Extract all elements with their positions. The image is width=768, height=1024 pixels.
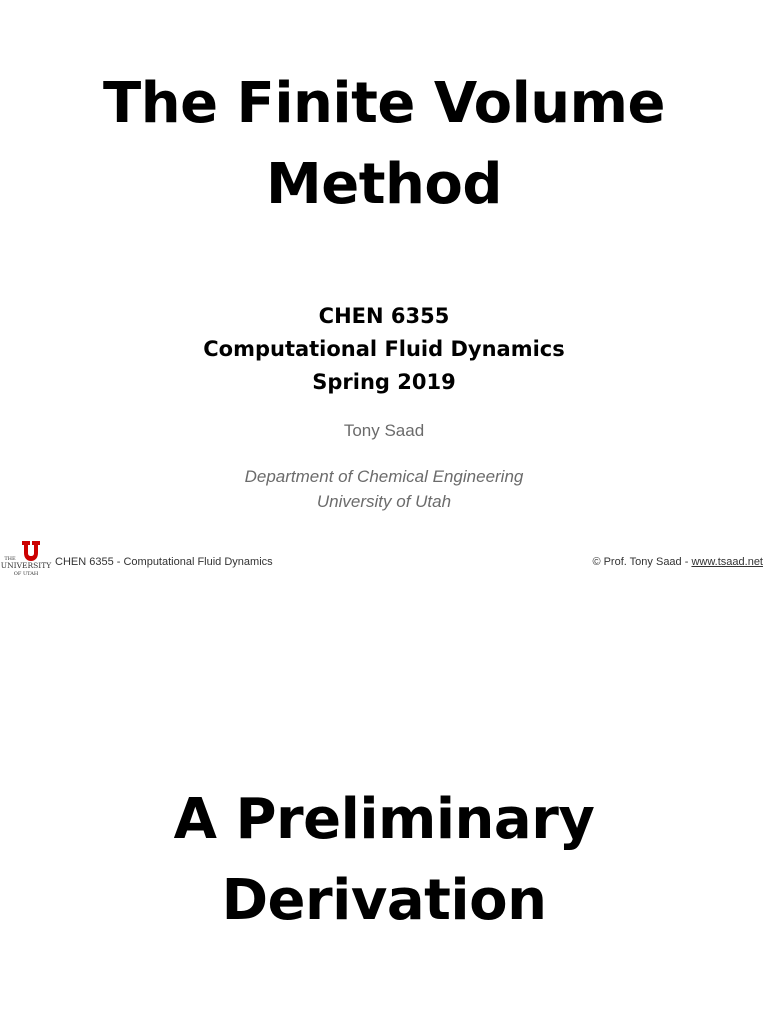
- department: Department of Chemical Engineering: [244, 467, 524, 486]
- course-name: Computational Fluid Dynamics: [203, 337, 565, 361]
- slide-section: [0, 590, 768, 1024]
- logo-text-of-utah: OF UTAH: [13, 571, 39, 577]
- section-title-line-2: Derivation: [221, 868, 547, 933]
- title-line-1: The Finite Volume: [103, 71, 665, 136]
- slide-footer: [0, 540, 768, 578]
- section-title-heading: [0, 779, 768, 941]
- footer-course-label: CHEN 6355 - Computational Fluid Dynamics: [55, 556, 273, 568]
- logo-text-university: UNIVERSITY: [0, 561, 52, 570]
- title-line-2: Method: [266, 152, 502, 217]
- utah-u-mark: [22, 541, 40, 561]
- logo-text-the: THE: [4, 556, 16, 562]
- course-term: Spring 2019: [312, 370, 456, 394]
- author-name: Tony Saad: [343, 421, 425, 440]
- slide-title-heading: [0, 63, 768, 225]
- affiliation: [0, 464, 768, 514]
- university: University of Utah: [316, 492, 452, 511]
- footer-credit: [592, 556, 763, 568]
- university-of-utah-logo: [0, 540, 54, 578]
- section-title-line-1: A Preliminary: [173, 787, 595, 852]
- course-code: CHEN 6355: [318, 304, 450, 328]
- course-info: [0, 300, 768, 399]
- footer-credit-prefix: © Prof. Tony Saad -: [592, 556, 692, 568]
- footer-website-link[interactable]: www.tsaad.net: [691, 556, 763, 568]
